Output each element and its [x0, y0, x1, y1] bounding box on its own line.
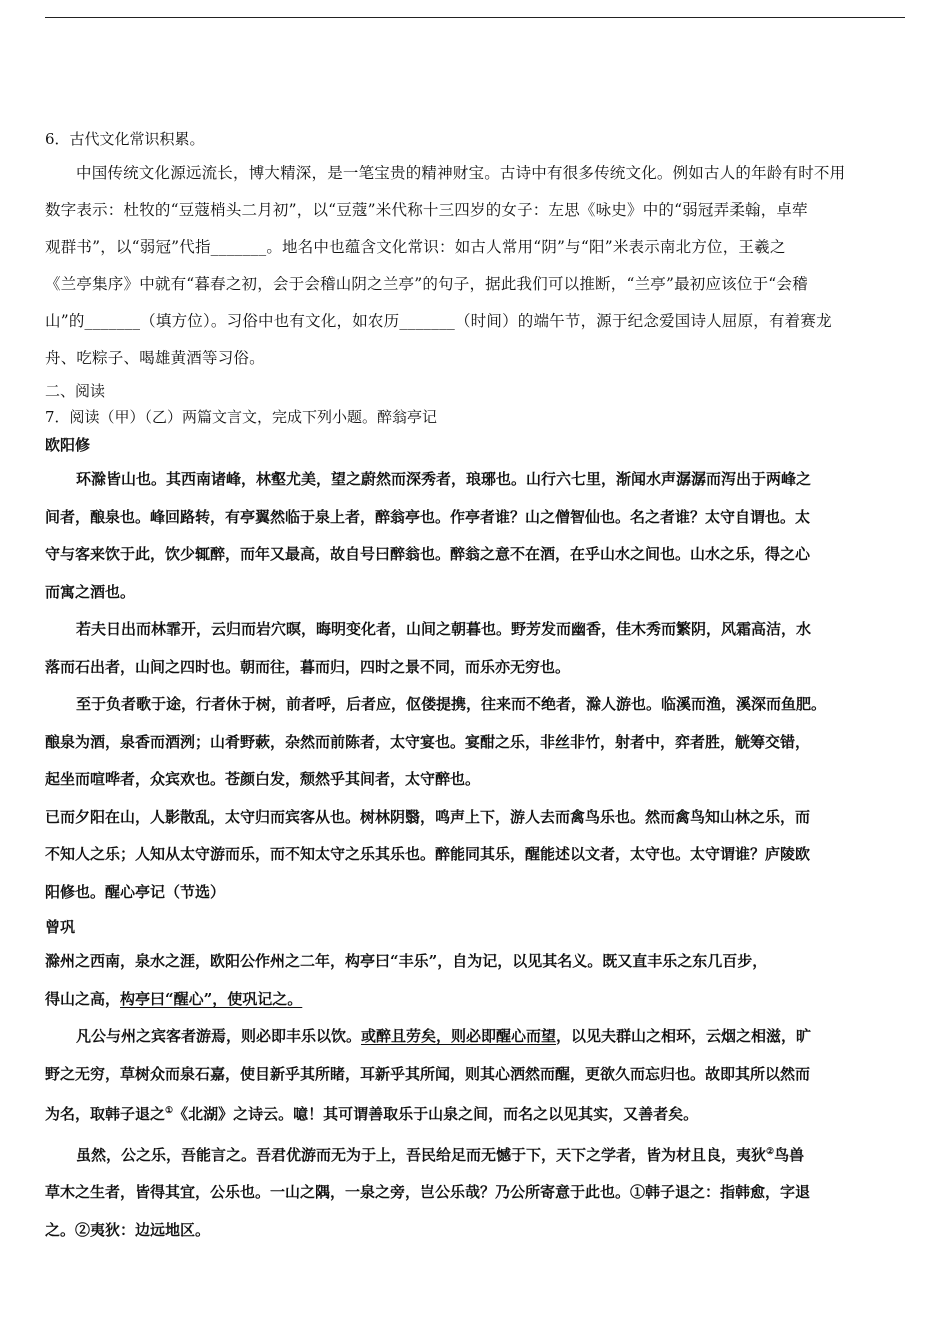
text-b-line-2-plain: 得山之高， — [45, 989, 121, 1008]
text-a-line-2: 间者，酿泉也。峰回路转，有亭翼然临于泉上者，醉翁亭也。作亭者谁？山之僧智仙也。名之者谁？太守自谓也。太 — [45, 507, 811, 526]
text-a-line-10: 已而夕阳在山，人影散乱，太守归而宾客从也。树林阴翳，鸣声上下，游人去而禽鸟乐也。然而禽鸟知山林之乐，而 — [45, 807, 811, 826]
q6-line-6: 舟、吃粽子、喝雄黄酒等习俗。 — [45, 349, 265, 367]
author-ouyang-xiu: 欧阳修 — [45, 436, 91, 454]
text-a-line-9: 起坐而喧哗者，众宾欢也。苍颜白发，颓然乎其间者，太守醉也。 — [45, 770, 481, 788]
text-b-line-3-plain-b: ，以见夫群山之相环，云烟之相滋，旷 — [556, 1027, 812, 1045]
q6-line-2: 数字表示：杜牧的“豆蔻梢头二月初”，以“豆蔻”米代称十三四岁的女子：左思《咏史》中的“弱冠弄柔翰，卓荦 — [45, 201, 808, 219]
text-a-line-1: 环滁皆山也。其西南诸峰，林壑尤美，望之蔚然而深秀者，琅琊也。山行六七里，渐闻水声潺潺而泻出于两峰之 — [76, 470, 812, 488]
text-b-line-5-a: 为名，取韩子退之 — [45, 1105, 166, 1123]
q6-line-3: 观群书”，以“弱冠”代指_______。地名中也蕴含文化常识：如古人常用“阴”与“阳”米表示南北方位，王羲之 — [45, 238, 786, 256]
text-b-line-6-a: 虽然，公之乐，吾能言之。吾君优游而无为于上，吾民给足而无憾于下，天下之学者，皆为材且良，夷狄 — [76, 1145, 767, 1164]
question-7-title: 7．阅读（甲）（乙）两篇文言文，完成下列小题。醉翁亭记 — [45, 408, 438, 426]
text-b-line-6 — [45, 1134, 905, 1175]
underlined-sentence-2: 或醉且劳矣，则必即醒心而望 — [361, 1027, 557, 1045]
text-a-line-4: 而寓之酒也。 — [45, 582, 136, 601]
text-a-line-5: 若夫日出而林霏开，云归而岩穴暝，晦明变化者，山间之朝暮也。野芳发而幽香，佳木秀而繁阴，风霜高洁，水 — [76, 620, 812, 638]
q6-line-1: 中国传统文化源远流长，博大精深，是一笔宝贵的精神财宝。古诗中有很多传统文化。例如古人的年龄有时不用 — [76, 164, 846, 182]
q6-line-5: 山”的_______（填方位）。习俗中也有文化，如农历_______（时间）的端午节，源于纪念爱国诗人屈原，有着赛龙 — [45, 312, 832, 330]
text-b-line-5-b: 《北湖》之诗云。噫！其可谓善取乐于山泉之间，而名之以见其实，又善者矣。 — [173, 1105, 699, 1123]
text-a-line-11: 不知人之乐；人知从太守游而乐，而不知太守之乐其乐也。醉能同其乐，醒能述以文者，太守也。太守谓谁？庐陵欧 — [45, 845, 811, 863]
text-a-line-8: 酿泉为酒，泉香而酒洌；山肴野蔌，杂然而前陈者，太守宴也。宴酣之乐，非丝非竹，射者中，弈者胜，觥筹交错， — [45, 732, 811, 751]
underlined-sentence-1: 构亭曰“醒心”，使巩记之。 — [120, 989, 303, 1008]
text-b-line-7: 草木之生者，皆得其宜，公乐也。一山之隅，一泉之旁，岂公乐哉？乃公所寄意于此也。①韩子退之：指韩愈，字退 — [45, 1183, 811, 1201]
text-b-line-2 — [45, 981, 905, 1019]
section-heading-reading: 二、阅读 — [45, 382, 106, 400]
author-zeng-gong: 曾巩 — [45, 918, 76, 936]
text-b-line-5 — [45, 1093, 905, 1134]
question-6-title: 6．古代文化常识积累。 — [45, 130, 205, 148]
text-a-line-7: 至于负者歌于途，行者休于树，前者呼，后者应，伛偻提携，往来而不绝者，滁人游也。临溪而渔，溪深而鱼肥。 — [76, 695, 827, 713]
footnote-mark-2: ② — [766, 1146, 775, 1157]
document-body — [45, 127, 905, 1249]
text-a-line-6: 落而石出者，山间之四时也。朝而往，暮而归，四时之景不同，而乐亦无穷也。 — [45, 657, 571, 676]
footnote-mark-1: ① — [165, 1106, 174, 1116]
text-b-line-8: 之。②夷狄：边远地区。 — [45, 1220, 211, 1239]
text-a-line-12: 阳修也。醒心亭记（节选） — [45, 882, 226, 901]
text-b-line-6-b: 鸟兽 — [774, 1145, 805, 1164]
text-b-line-3 — [45, 1018, 905, 1056]
text-b-line-4: 野之无穷，草树众而泉石嘉，使目新乎其所睹，耳新乎其所闻，则其心洒然而醒，更欲久而忘归也。故即其所以然而 — [45, 1064, 811, 1083]
text-b-line-3-plain-a: 凡公与州之宾客者游焉，则必即丰乐以饮。 — [76, 1027, 362, 1045]
text-a-line-3: 守与客来饮于此，饮少辄醉，而年又最高，故自号曰醉翁也。醉翁之意不在酒，在乎山水之间也。山水之乐，得之心 — [45, 545, 811, 563]
text-b-line-1: 滁州之西南，泉水之涯，欧阳公作州之二年，构亭曰“丰乐”，自为记，以见其名义。既又直丰乐之东几百步， — [45, 952, 768, 970]
q6-line-4: 《兰亭集序》中就有“暮春之初，会于会稽山阴之兰亭”的句子，据此我们可以推断，“兰亭”最初应该位于“会稽 — [45, 275, 808, 293]
header-rule — [45, 17, 905, 18]
